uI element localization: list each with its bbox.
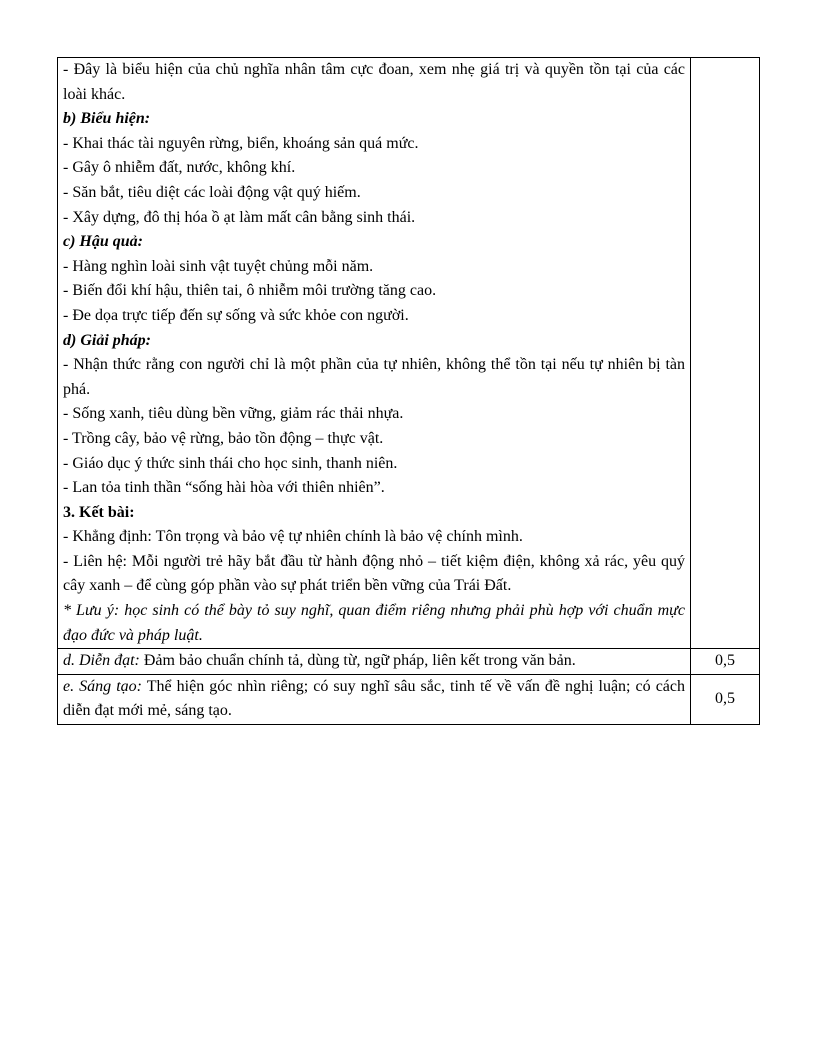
list-item: - Xây dựng, đô thị hóa ồ ạt làm mất cân bằng sinh thái. xyxy=(63,208,416,226)
list-item: - Khai thác tài nguyên rừng, biển, khoáng sản quá mức. xyxy=(63,134,419,152)
score-cell: 0,5 xyxy=(691,649,760,675)
score-cell: 0,5 xyxy=(691,674,760,724)
criterion-dien-dat-cell xyxy=(58,649,691,675)
note-text: * Lưu ý: học sinh có thể bày tỏ suy nghĩ, quan điểm riêng nhưng phải phù hợp với chuẩn mực đạo đức và pháp luật. xyxy=(63,602,685,644)
criterion-sang-tao-cell xyxy=(58,674,691,724)
list-item: - Săn bắt, tiêu diệt các loài động vật quý hiếm. xyxy=(63,183,361,201)
table-row xyxy=(58,674,760,724)
list-item: - Lan tỏa tinh thần “sống hài hòa với thiên nhiên”. xyxy=(63,479,385,497)
table-row xyxy=(58,649,760,675)
intro-line: - Đây là biểu hiện của chủ nghĩa nhân tâm cực đoan, xem nhẹ giá trị và quyền tồn tại của các loài khác. xyxy=(63,61,685,103)
criterion-label: e. Sáng tạo: xyxy=(63,677,142,695)
section-heading-hau-qua: c) Hậu quả: xyxy=(63,233,143,251)
list-item: - Biến đổi khí hậu, thiên tai, ô nhiễm môi trường tăng cao. xyxy=(63,282,437,300)
list-item: - Giáo dục ý thức sinh thái cho học sinh, thanh niên. xyxy=(63,454,398,472)
list-item: - Khẳng định: Tôn trọng và bảo vệ tự nhiên chính là bảo vệ chính mình. xyxy=(63,528,523,546)
rubric-content-cell xyxy=(58,58,691,649)
list-item: - Hàng nghìn loài sinh vật tuyệt chủng mỗi năm. xyxy=(63,257,374,275)
list-item: - Đe dọa trực tiếp đến sự sống và sức khỏe con người. xyxy=(63,306,409,324)
list-item: - Liên hệ: Mỗi người trẻ hãy bắt đầu từ hành động nhỏ – tiết kiệm điện, không xả rác, yêu quý cây xanh – để cùng góp phần vào sự phát triển bền vững của Trái Đất. xyxy=(63,552,685,595)
list-item: - Sống xanh, tiêu dùng bền vững, giảm rác thải nhựa. xyxy=(63,405,404,423)
list-item: - Nhận thức rằng con người chỉ là một phần của tự nhiên, không thể tồn tại nếu tự nhiên bị tàn phá. xyxy=(63,356,685,398)
table-row xyxy=(58,58,760,649)
section-heading-ket-bai: 3. Kết bài: xyxy=(63,503,135,521)
grading-rubric-table xyxy=(57,57,760,725)
criterion-text: Thể hiện góc nhìn riêng; có suy nghĩ sâu sắc, tinh tế về vấn đề nghị luận; có cách diễn đạt mới mẻ, sáng tạo. xyxy=(63,677,686,720)
score-cell-empty xyxy=(691,58,760,649)
list-item: - Trồng cây, bảo vệ rừng, bảo tồn động – thực vật. xyxy=(63,429,384,447)
section-heading-bieu-hien: b) Biểu hiện: xyxy=(63,110,151,128)
criterion-label: d. Diễn đạt: xyxy=(63,652,140,670)
list-item: - Gây ô nhiễm đất, nước, không khí. xyxy=(63,159,296,177)
criterion-text: Đảm bảo chuẩn chính tả, dùng từ, ngữ pháp, liên kết trong văn bản. xyxy=(139,652,576,670)
section-heading-giai-phap: d) Giải pháp: xyxy=(63,331,151,349)
